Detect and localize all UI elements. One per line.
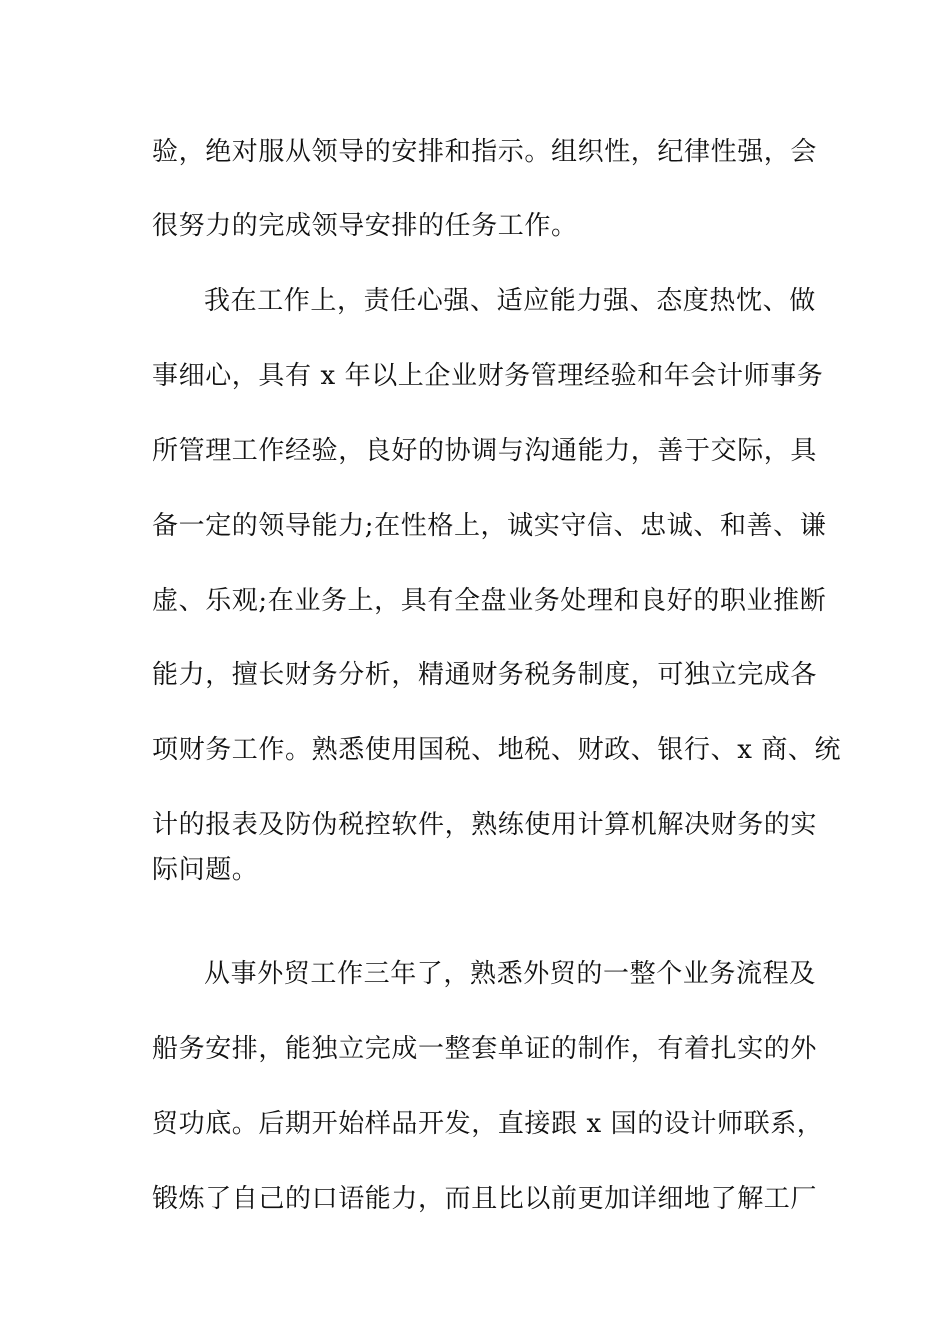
text-line: 备一定的领导能力;在性格上，诚实守信、忠诚、和善、谦 <box>152 511 827 541</box>
paragraph-first-line: 我在工作上，责任心强、适应能力强、态度热忱、做 <box>204 286 816 316</box>
text-line: 项财务工作。熟悉使用国税、地税、财政、银行、x 商、统 <box>152 735 842 765</box>
text-line: 验，绝对服从领导的安排和指示。组织性，纪律性强，会 <box>152 137 818 167</box>
text-line: 计的报表及防伪税控软件，熟练使用计算机解决财务的实 <box>152 810 818 840</box>
text-line: 际问题。 <box>152 855 259 885</box>
text-line: 能力，擅长财务分析，精通财务税务制度，可独立完成各 <box>152 660 818 690</box>
text-line: 船务安排，能独立完成一整套单证的制作，有着扎实的外 <box>152 1034 818 1064</box>
text-line: 所管理工作经验，良好的协调与沟通能力，善于交际，具 <box>152 436 818 466</box>
text-line: 锻炼了自己的口语能力，而且比以前更加详细地了解工厂 <box>152 1184 818 1214</box>
text-line: 虚、乐观;在业务上，具有全盘业务处理和良好的职业推断 <box>152 586 827 616</box>
text-line: 事细心，具有 x 年以上企业财务管理经验和年会计师事务 <box>152 361 824 391</box>
paragraph-first-line: 从事外贸工作三年了，熟悉外贸的一整个业务流程及 <box>204 959 816 989</box>
text-line: 很努力的完成领导安排的任务工作。 <box>152 211 578 241</box>
text-line: 贸功底。后期开始样品开发，直接跟 x 国的设计师联系， <box>152 1109 824 1139</box>
